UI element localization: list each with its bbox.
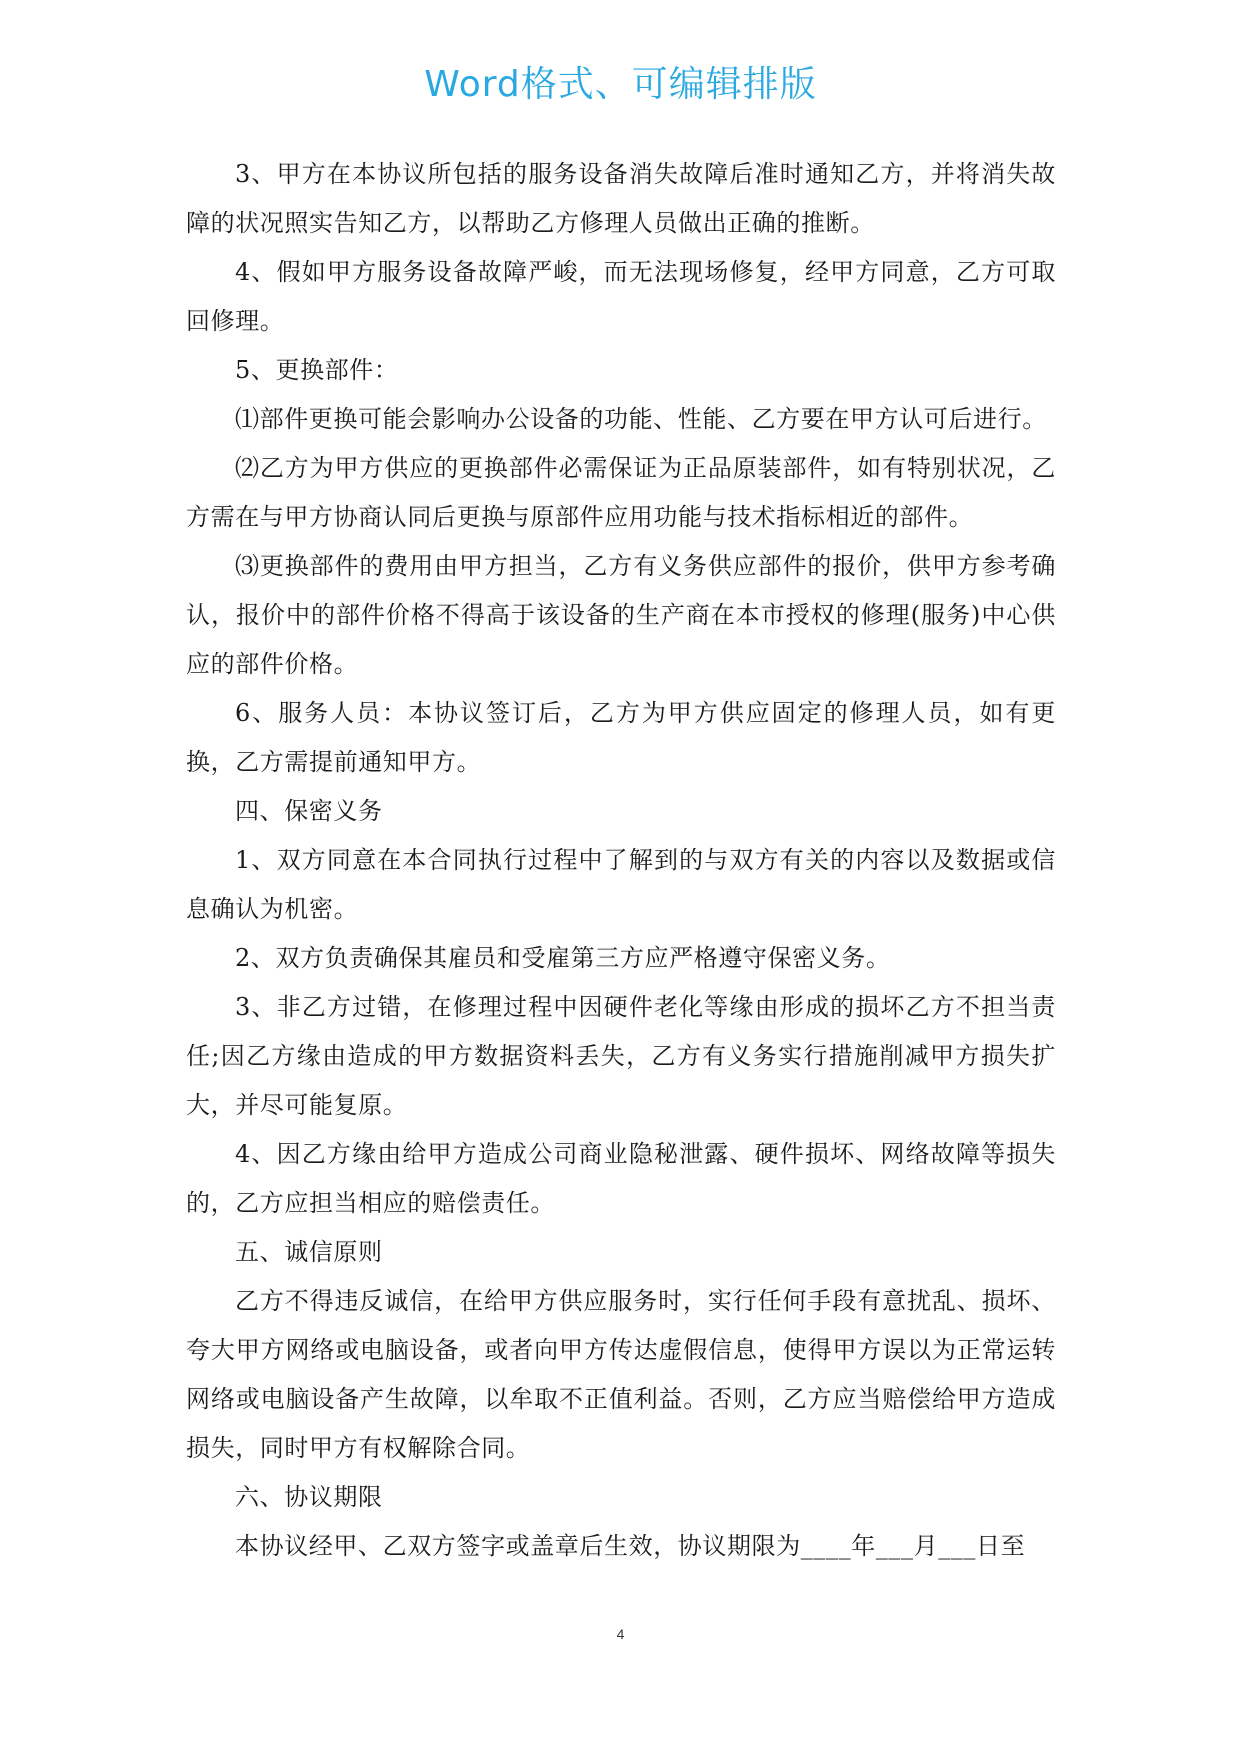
paragraph-6: 6、服务人员：本协议签订后，乙方为甲方供应固定的修理人员，如有更换，乙方需提前通知甲方。 bbox=[186, 699, 1056, 776]
paragraph-3: 3、甲方在本协议所包括的服务设备消失故障后准时通知乙方，并将消失故障的状况照实告知乙方，以帮助乙方修理人员做出正确的推断。 bbox=[186, 160, 1056, 237]
paragraph-integrity: 乙方不得违反诚信，在给甲方供应服务时，实行任何手段有意扰乱、损坏、夸大甲方网络或电脑设备，或者向甲方传达虚假信息，使得甲方误以为正常运转网络或电脑设备产生故障，以牟取不正值利益。否则，乙方应当赔偿给甲方造成损失，同时甲方有权解除合同。 bbox=[186, 1287, 1056, 1462]
paragraph-confidentiality-2: 2、双方负责确保其雇员和受雇第三方应严格遵守保密义务。 bbox=[235, 944, 891, 972]
paragraph-confidentiality-3: 3、非乙方过错，在修理过程中因硬件老化等缘由形成的损坏乙方不担当责任;因乙方缘由造成的甲方数据资料丢失，乙方有义务实行措施削减甲方损失扩大，并尽可能复原。 bbox=[186, 993, 1056, 1119]
paragraph-4: 4、假如甲方服务设备故障严峻，而无法现场修复，经甲方同意，乙方可取回修理。 bbox=[186, 258, 1056, 335]
paragraph-term: 本协议经甲、乙双方签字或盖章后生效，协议期限为____年___月___日至 bbox=[235, 1532, 1026, 1560]
paragraph-5-2: ⑵乙方为甲方供应的更换部件必需保证为正品原装部件，如有特别状况，乙方需在与甲方协商认同后更换与原部件应用功能与技术指标相近的部件。 bbox=[186, 454, 1056, 531]
paragraph-5-heading: 5、更换部件： bbox=[235, 356, 399, 384]
section-heading-term: 六、协议期限 bbox=[235, 1483, 383, 1511]
page-header-title: Word格式、可编辑排版 bbox=[424, 64, 817, 105]
document-body bbox=[186, 150, 1056, 1571]
paragraph-5-1: ⑴部件更换可能会影响办公设备的功能、性能、乙方要在甲方认可后进行。 bbox=[235, 405, 1047, 433]
page-number: 4 bbox=[616, 1626, 625, 1642]
section-heading-confidentiality: 四、保密义务 bbox=[235, 797, 383, 825]
paragraph-confidentiality-1: 1、双方同意在本合同执行过程中了解到的与双方有关的内容以及数据或信息确认为机密。 bbox=[186, 846, 1056, 923]
paragraph-5-3: ⑶更换部件的费用由甲方担当，乙方有义务供应部件的报价，供甲方参考确认，报价中的部件价格不得高于该设备的生产商在本市授权的修理(服务)中心供应的部件价格。 bbox=[186, 552, 1056, 678]
section-heading-integrity: 五、诚信原则 bbox=[235, 1238, 383, 1266]
paragraph-confidentiality-4: 4、因乙方缘由给甲方造成公司商业隐秘泄露、硬件损坏、网络故障等损失的，乙方应担当相应的赔偿责任。 bbox=[186, 1140, 1056, 1217]
